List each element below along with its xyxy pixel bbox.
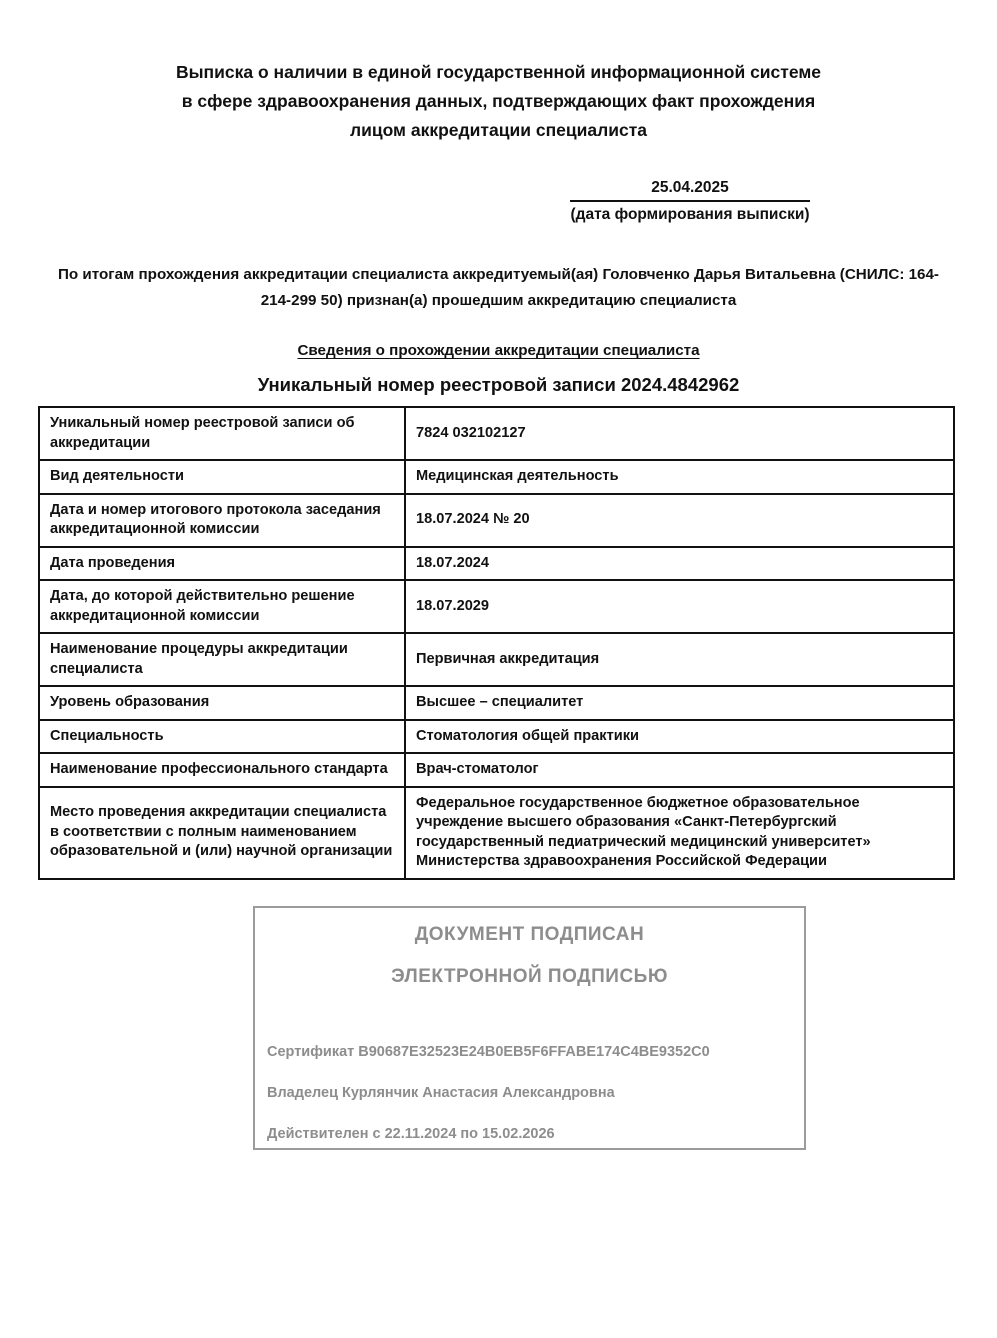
- row-value: 18.07.2029: [405, 580, 954, 633]
- issue-date-value: 25.04.2025: [570, 179, 810, 202]
- stamp-owner: Владелец Курлянчик Анастасия Александровна: [267, 1084, 615, 1101]
- row-label: Специальность: [39, 720, 405, 754]
- row-label: Место проведения аккредитации специалиста в соответствии с полным наименованием образовательной и (или) научной организации: [39, 787, 405, 879]
- row-label: Наименование процедуры аккредитации специалиста: [39, 633, 405, 686]
- row-label: Уникальный номер реестровой записи об аккредитации: [39, 407, 405, 460]
- row-value: 18.07.2024 № 20: [405, 494, 954, 547]
- row-value: Высшее – специалитет: [405, 686, 954, 720]
- row-label: Наименование профессионального стандарта: [39, 753, 405, 787]
- row-value: Стоматология общей практики: [405, 720, 954, 754]
- table-row-registry-number: [39, 407, 954, 460]
- table-row-activity-type: [39, 460, 954, 494]
- accreditation-details-table: [38, 406, 955, 880]
- row-label: Дата и номер итогового протокола заседания аккредитационной комиссии: [39, 494, 405, 547]
- row-label: Дата проведения: [39, 547, 405, 581]
- stamp-title-line1: ДОКУМЕНТ ПОДПИСАН: [414, 923, 645, 945]
- table-row-specialty: [39, 720, 954, 754]
- row-value: 18.07.2024: [405, 547, 954, 581]
- registry-number-heading: Уникальный номер реестровой записи 2024.4842962: [257, 374, 740, 395]
- stamp-certificate: Сертификат B90687E32523E24B0EB5F6FFABE174C4BE9352C0: [267, 1043, 710, 1060]
- table-row-protocol: [39, 494, 954, 547]
- row-label: Уровень образования: [39, 686, 405, 720]
- stamp-title-line2: ЭЛЕКТРОННОЙ ПОДПИСЬЮ: [391, 965, 668, 987]
- table-row-education-level: [39, 686, 954, 720]
- row-value: Медицинская деятельность: [405, 460, 954, 494]
- row-value: 7824 032102127: [405, 407, 954, 460]
- document-page: [0, 58, 997, 1338]
- table-row-venue: [39, 787, 954, 879]
- issue-date-caption: (дата формирования выписки): [570, 206, 810, 223]
- stamp-validity: Действителен с 22.11.2024 по 15.02.2026: [267, 1125, 555, 1142]
- row-value: Врач-стоматолог: [405, 753, 954, 787]
- document-title: Выписка о наличии в единой государственной информационной системе в сфере здравоохранения данных, подтверждающих факт прохождения лицом аккредитации специалиста: [175, 62, 822, 140]
- row-value: Первичная аккредитация: [405, 633, 954, 686]
- section-heading: Сведения о прохождении аккредитации специалиста: [297, 342, 700, 359]
- issue-date-block: [570, 179, 810, 224]
- table-row-professional-standard: [39, 753, 954, 787]
- row-value: Федеральное государственное бюджетное образовательное учреждение высшего образования «Санкт-Петербургский государственный педиатрический медицинский университет» Министерства здравоохранения Российской Федерации: [405, 787, 954, 879]
- table-row-date-held: [39, 547, 954, 581]
- table-row-valid-until: [39, 580, 954, 633]
- row-label: Дата, до которой действительно решение аккредитационной комиссии: [39, 580, 405, 633]
- row-label: Вид деятельности: [39, 460, 405, 494]
- electronic-signature-stamp: [253, 906, 806, 1150]
- intro-paragraph: По итогам прохождения аккредитации специалиста аккредитуемый(ая) Головченко Дарья Витальевна (СНИЛС: 164-214-299 50) признан(а) прошедшим аккредитацию специалиста: [58, 266, 939, 309]
- table-row-procedure-name: [39, 633, 954, 686]
